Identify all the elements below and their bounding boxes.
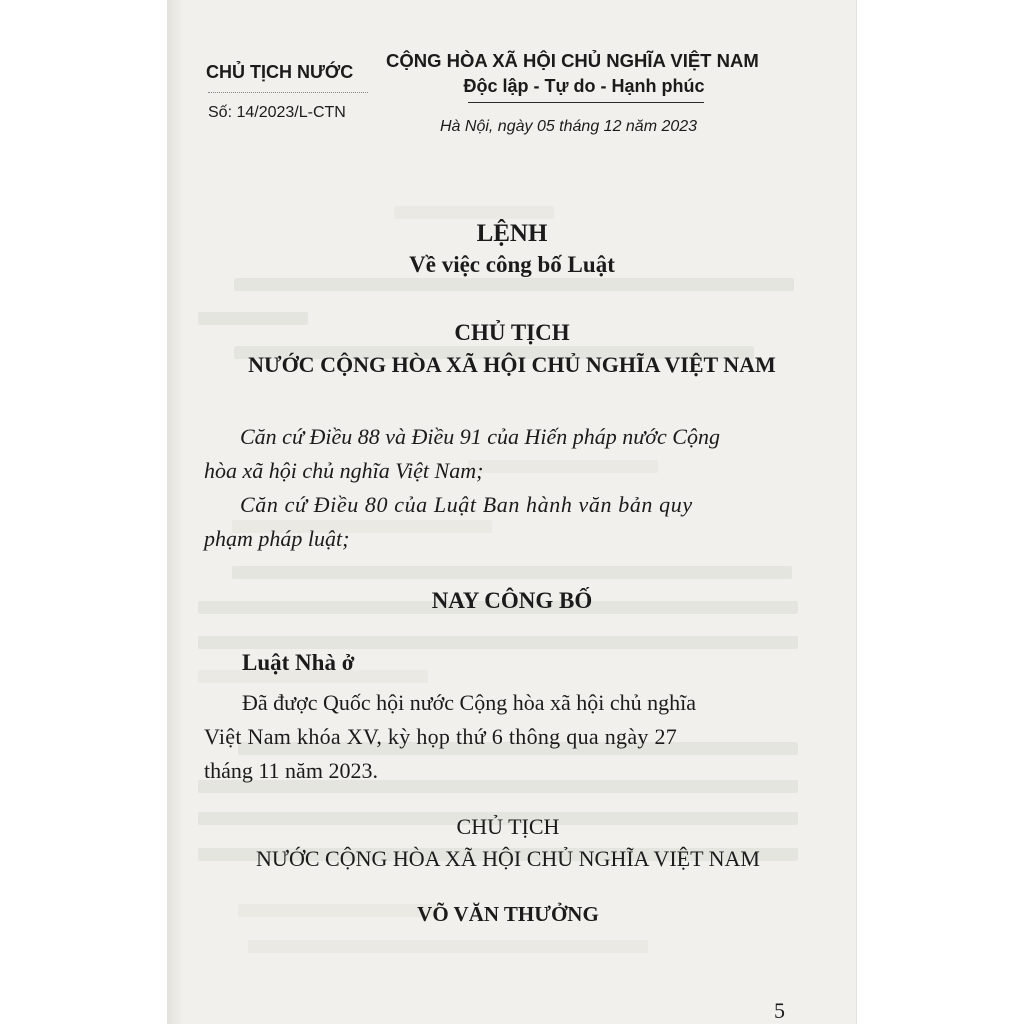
basis-paragraph-2: Căn cứ Điều 80 của Luật Ban hành văn bản quy bbox=[240, 492, 693, 517]
authority-title: CHỦ TỊCH bbox=[454, 320, 570, 345]
place-date: Hà Nội, ngày 05 tháng 12 năm 2023 bbox=[440, 118, 698, 135]
bleed-through-text bbox=[232, 566, 792, 579]
header-divider bbox=[208, 92, 368, 93]
document-number: Số: 14/2023/L-CTN bbox=[208, 104, 346, 121]
bleed-through-text bbox=[198, 636, 798, 649]
bleed-through-text bbox=[468, 460, 658, 473]
law-adoption-text-cont: Việt Nam khóa XV, kỳ họp thứ 6 thông qua ngày 27 bbox=[204, 724, 678, 749]
order-title: LỆNH bbox=[476, 220, 548, 247]
basis-paragraph-1: Căn cứ Điều 88 và Điều 91 của Hiến pháp nước Cộng bbox=[240, 424, 720, 449]
law-name: Luật Nhà ở bbox=[242, 650, 355, 675]
signer-nation: NƯỚC CỘNG HÒA XÃ HỘI CHỦ NGHĨA VIỆT NAM bbox=[256, 846, 760, 871]
signer-name: VÕ VĂN THƯỞNG bbox=[417, 902, 599, 926]
issuer-label: CHỦ TỊCH NƯỚC bbox=[206, 62, 354, 82]
bleed-through-text bbox=[394, 206, 554, 219]
document-page bbox=[168, 0, 856, 1024]
basis-paragraph-2-cont: phạm pháp luật; bbox=[204, 526, 350, 551]
motto-underline bbox=[468, 102, 704, 103]
basis-paragraph-1-cont: hòa xã hội chủ nghĩa Việt Nam; bbox=[204, 458, 484, 483]
bleed-through-text bbox=[248, 940, 648, 953]
authority-nation: NƯỚC CỘNG HÒA XÃ HỘI CHỦ NGHĨA VIỆT NAM bbox=[248, 352, 776, 377]
law-adoption-text: Đã được Quốc hội nước Cộng hòa xã hội chủ nghĩa bbox=[242, 690, 697, 715]
national-motto: Độc lập - Tự do - Hạnh phúc bbox=[463, 76, 705, 96]
nation-name: CỘNG HÒA XÃ HỘI CHỦ NGHĨA VIỆT NAM bbox=[386, 50, 759, 71]
page-number: 5 bbox=[774, 998, 785, 1023]
law-adoption-date: tháng 11 năm 2023. bbox=[204, 758, 378, 783]
order-subtitle: Về việc công bố Luật bbox=[409, 252, 615, 277]
signer-title: CHỦ TỊCH bbox=[456, 814, 560, 839]
bleed-through-text bbox=[234, 278, 794, 291]
proclamation-heading: NAY CÔNG BỐ bbox=[431, 588, 593, 613]
